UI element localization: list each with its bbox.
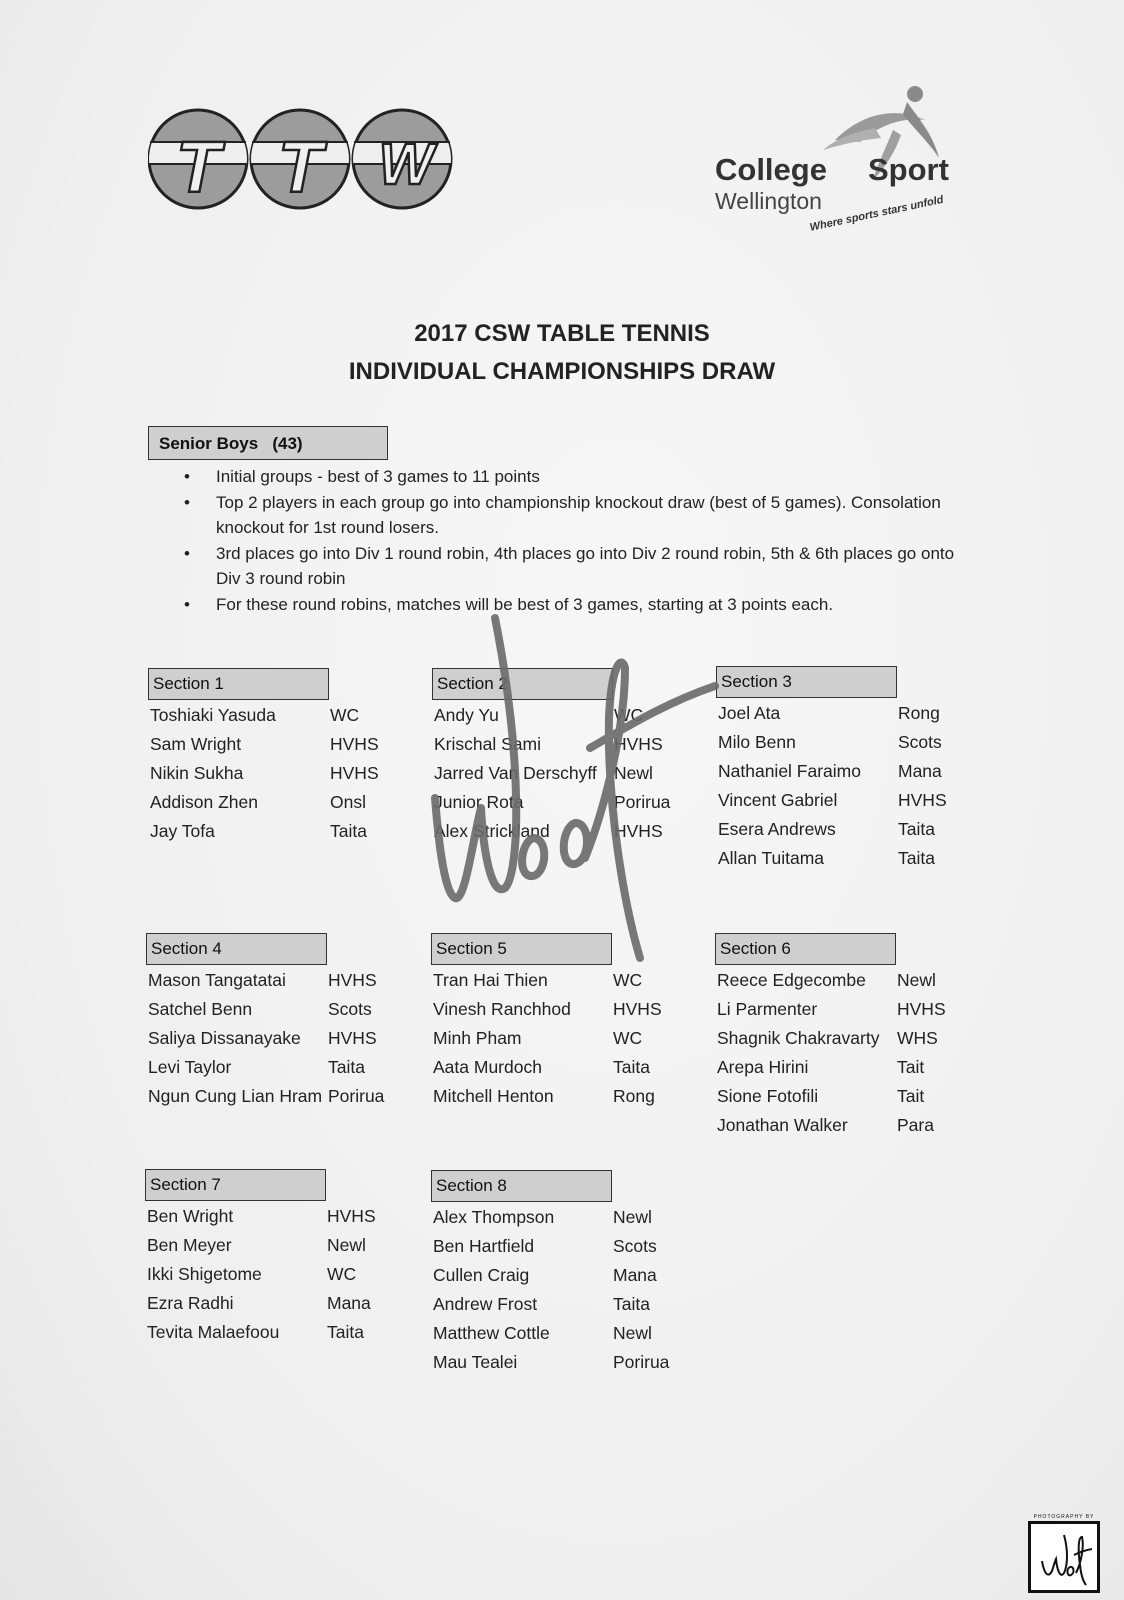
player-name: Mason Tangatatai	[148, 970, 286, 990]
player-name: Ben Hartfield	[433, 1236, 535, 1256]
player-name: Alex Thompson	[433, 1207, 555, 1227]
player-school: Scots	[613, 1236, 657, 1256]
player-name: Jonathan Walker	[717, 1115, 848, 1135]
player-row	[715, 1115, 985, 1144]
player-row	[431, 1207, 701, 1236]
section-header: Section 8	[431, 1170, 612, 1202]
page-title-line-2: INDIVIDUAL CHAMPIONSHIPS DRAW	[348, 358, 776, 385]
rule-item: • Top 2 players in each group go into championship knockout draw (best of 5 games). Consolation knockout for 1st round losers.	[180, 490, 980, 540]
player-row	[716, 848, 986, 877]
player-name: Sam Wright	[150, 734, 242, 754]
section-header: Section 4	[146, 933, 327, 965]
player-name: Andy Yu	[434, 705, 499, 725]
player-school: Scots	[898, 732, 942, 752]
player-name: Joel Ata	[718, 703, 781, 723]
section-3	[716, 666, 986, 877]
player-name: Ben Meyer	[147, 1235, 232, 1255]
player-row	[146, 999, 416, 1028]
player-school: WC	[327, 1264, 357, 1284]
player-school: Newl	[614, 763, 653, 783]
player-school: HVHS	[330, 763, 379, 783]
player-school: HVHS	[327, 1206, 376, 1226]
ttw-logo	[148, 104, 458, 214]
player-name: Alex Strickland	[434, 821, 550, 841]
player-name: Ezra Radhi	[147, 1293, 234, 1313]
rules-list	[180, 464, 980, 618]
player-row	[431, 1236, 701, 1265]
player-school: WC	[614, 705, 644, 725]
player-name: Jay Tofa	[150, 821, 215, 841]
player-row	[431, 1294, 701, 1323]
player-name: Toshiaki Yasuda	[150, 705, 276, 725]
player-row	[431, 1323, 701, 1352]
player-row	[146, 970, 416, 999]
player-name: Milo Benn	[718, 732, 796, 752]
player-row	[716, 732, 986, 761]
player-row	[146, 1086, 416, 1115]
logo-wellington-text: Wellington	[715, 188, 822, 214]
page-title-line-1: 2017 CSW TABLE TENNIS	[414, 320, 710, 347]
section-4	[146, 933, 416, 1115]
watermark-caption: PHOTOGRAPHY BY	[1033, 1514, 1095, 1520]
section-header: Section 6	[715, 933, 896, 965]
player-row	[431, 1028, 701, 1057]
section-header: Section 1	[148, 668, 329, 700]
player-row	[715, 970, 985, 999]
section-1	[148, 668, 418, 850]
logo-college-text: College	[715, 152, 827, 187]
player-school: Scots	[328, 999, 372, 1019]
player-name: Andrew Frost	[433, 1294, 538, 1314]
player-school: Taita	[330, 821, 367, 841]
player-row	[716, 703, 986, 732]
logo-tagline: Where sports stars unfold	[808, 193, 945, 234]
player-name: Tevita Malaefoou	[147, 1322, 280, 1342]
player-name: Saliya Dissanayake	[148, 1028, 301, 1048]
player-school: HVHS	[613, 999, 662, 1019]
section-7	[145, 1169, 415, 1351]
player-school: Onsl	[330, 792, 366, 812]
player-row	[145, 1206, 415, 1235]
section-header: Section 5	[431, 933, 612, 965]
player-row	[148, 734, 418, 763]
player-school: HVHS	[898, 790, 947, 810]
college-sport-logo	[715, 80, 965, 250]
player-name: Addison Zhen	[150, 792, 258, 812]
player-name: Nathaniel Faraimo	[718, 761, 861, 781]
player-school: WC	[613, 970, 643, 990]
player-school: WC	[613, 1028, 643, 1048]
player-row	[715, 1028, 985, 1057]
player-name: Nikin Sukha	[150, 763, 244, 783]
player-row	[715, 1057, 985, 1086]
player-name: Matthew Cottle	[433, 1323, 550, 1343]
player-row	[145, 1264, 415, 1293]
handwritten-signature	[425, 608, 735, 988]
player-school: HVHS	[330, 734, 379, 754]
svg-text:T: T	[278, 128, 322, 208]
player-name: Ben Wright	[147, 1206, 234, 1226]
player-school: Newl	[897, 970, 936, 990]
player-row	[715, 999, 985, 1028]
player-name: Allan Tuitama	[718, 848, 825, 868]
player-row	[146, 1057, 416, 1086]
player-row	[431, 1352, 701, 1381]
player-row	[145, 1322, 415, 1351]
player-row	[431, 1057, 701, 1086]
player-row	[431, 1265, 701, 1294]
section-6	[715, 933, 985, 1144]
player-name: Ngun Cung Lian Hram	[148, 1086, 323, 1106]
player-school: Rong	[613, 1086, 655, 1106]
player-name: Mau Tealei	[433, 1352, 518, 1372]
player-row	[716, 790, 986, 819]
player-name: Cullen Craig	[433, 1265, 530, 1285]
player-school: HVHS	[614, 734, 663, 754]
player-school: Tait	[897, 1086, 925, 1106]
player-row	[146, 1028, 416, 1057]
player-name: Minh Pham	[433, 1028, 522, 1048]
player-school: Taita	[327, 1322, 364, 1342]
player-row	[716, 761, 986, 790]
player-row	[145, 1235, 415, 1264]
player-name: Vinesh Ranchhod	[433, 999, 571, 1019]
player-name: Reece Edgecombe	[717, 970, 866, 990]
player-school: Taita	[898, 819, 935, 839]
player-row	[148, 763, 418, 792]
photography-watermark	[1024, 1514, 1104, 1596]
player-school: Newl	[327, 1235, 366, 1255]
player-school: Para	[897, 1115, 934, 1135]
player-name: Jarred Van Derschyff	[434, 763, 597, 783]
player-school: Mana	[327, 1293, 371, 1313]
player-name: Li Parmenter	[717, 999, 818, 1019]
section-8	[431, 1170, 701, 1381]
section-header: Section 3	[716, 666, 897, 698]
player-school: HVHS	[897, 999, 946, 1019]
player-school: Porirua	[328, 1086, 385, 1106]
player-school: Taita	[898, 848, 935, 868]
player-name: Tran Hai Thien	[433, 970, 548, 990]
player-school: Mana	[613, 1265, 657, 1285]
section-header: Section 7	[145, 1169, 326, 1201]
rule-item: • 3rd places go into Div 1 round robin, 4th places go into Div 2 round robin, 5th & 6th places go onto Div 3 round robin	[180, 541, 980, 591]
player-name: Esera Andrews	[718, 819, 836, 839]
player-row	[145, 1293, 415, 1322]
player-name: Krischal Sami	[434, 734, 541, 754]
player-name: Levi Taylor	[148, 1057, 232, 1077]
player-school: Newl	[613, 1207, 652, 1227]
section-header: Section 2	[432, 668, 613, 700]
logo-sport-text: Sport	[868, 152, 949, 187]
player-school: Newl	[613, 1323, 652, 1343]
player-row	[148, 792, 418, 821]
player-school: Mana	[898, 761, 942, 781]
player-row	[431, 999, 701, 1028]
watermark-logo	[1028, 1521, 1100, 1593]
player-school: Porirua	[613, 1352, 670, 1372]
rule-item: • Initial groups - best of 3 games to 11 points	[180, 464, 980, 489]
player-name: Vincent Gabriel	[718, 790, 838, 810]
player-name: Aata Murdoch	[433, 1057, 542, 1077]
player-school: Tait	[897, 1057, 925, 1077]
player-row	[148, 705, 418, 734]
player-row	[715, 1086, 985, 1115]
player-school: HVHS	[328, 1028, 377, 1048]
player-name: Satchel Benn	[148, 999, 253, 1019]
player-row	[431, 1086, 701, 1115]
player-school: WC	[330, 705, 360, 725]
player-row	[716, 819, 986, 848]
player-name: Junior Rota	[434, 792, 524, 812]
rule-item: • For these round robins, matches will be best of 3 games, starting at 3 points each.	[180, 592, 980, 617]
player-name: Arepa Hirini	[717, 1057, 809, 1077]
player-name: Shagnik Chakravarty	[717, 1028, 880, 1048]
player-name: Ikki Shigetome	[147, 1264, 262, 1284]
player-row	[148, 821, 418, 850]
player-school: HVHS	[328, 970, 377, 990]
player-school: HVHS	[614, 821, 663, 841]
player-school: Taita	[613, 1057, 650, 1077]
svg-text:T: T	[176, 128, 220, 208]
player-school: Porirua	[614, 792, 671, 812]
player-school: Taita	[613, 1294, 650, 1314]
category-header: Senior Boys (43)	[148, 426, 388, 460]
player-school: WHS	[897, 1028, 938, 1048]
player-school: Rong	[898, 703, 940, 723]
player-school: Taita	[328, 1057, 365, 1077]
player-name: Mitchell Henton	[433, 1086, 554, 1106]
player-name: Sione Fotofili	[717, 1086, 819, 1106]
svg-text:W: W	[378, 132, 434, 197]
